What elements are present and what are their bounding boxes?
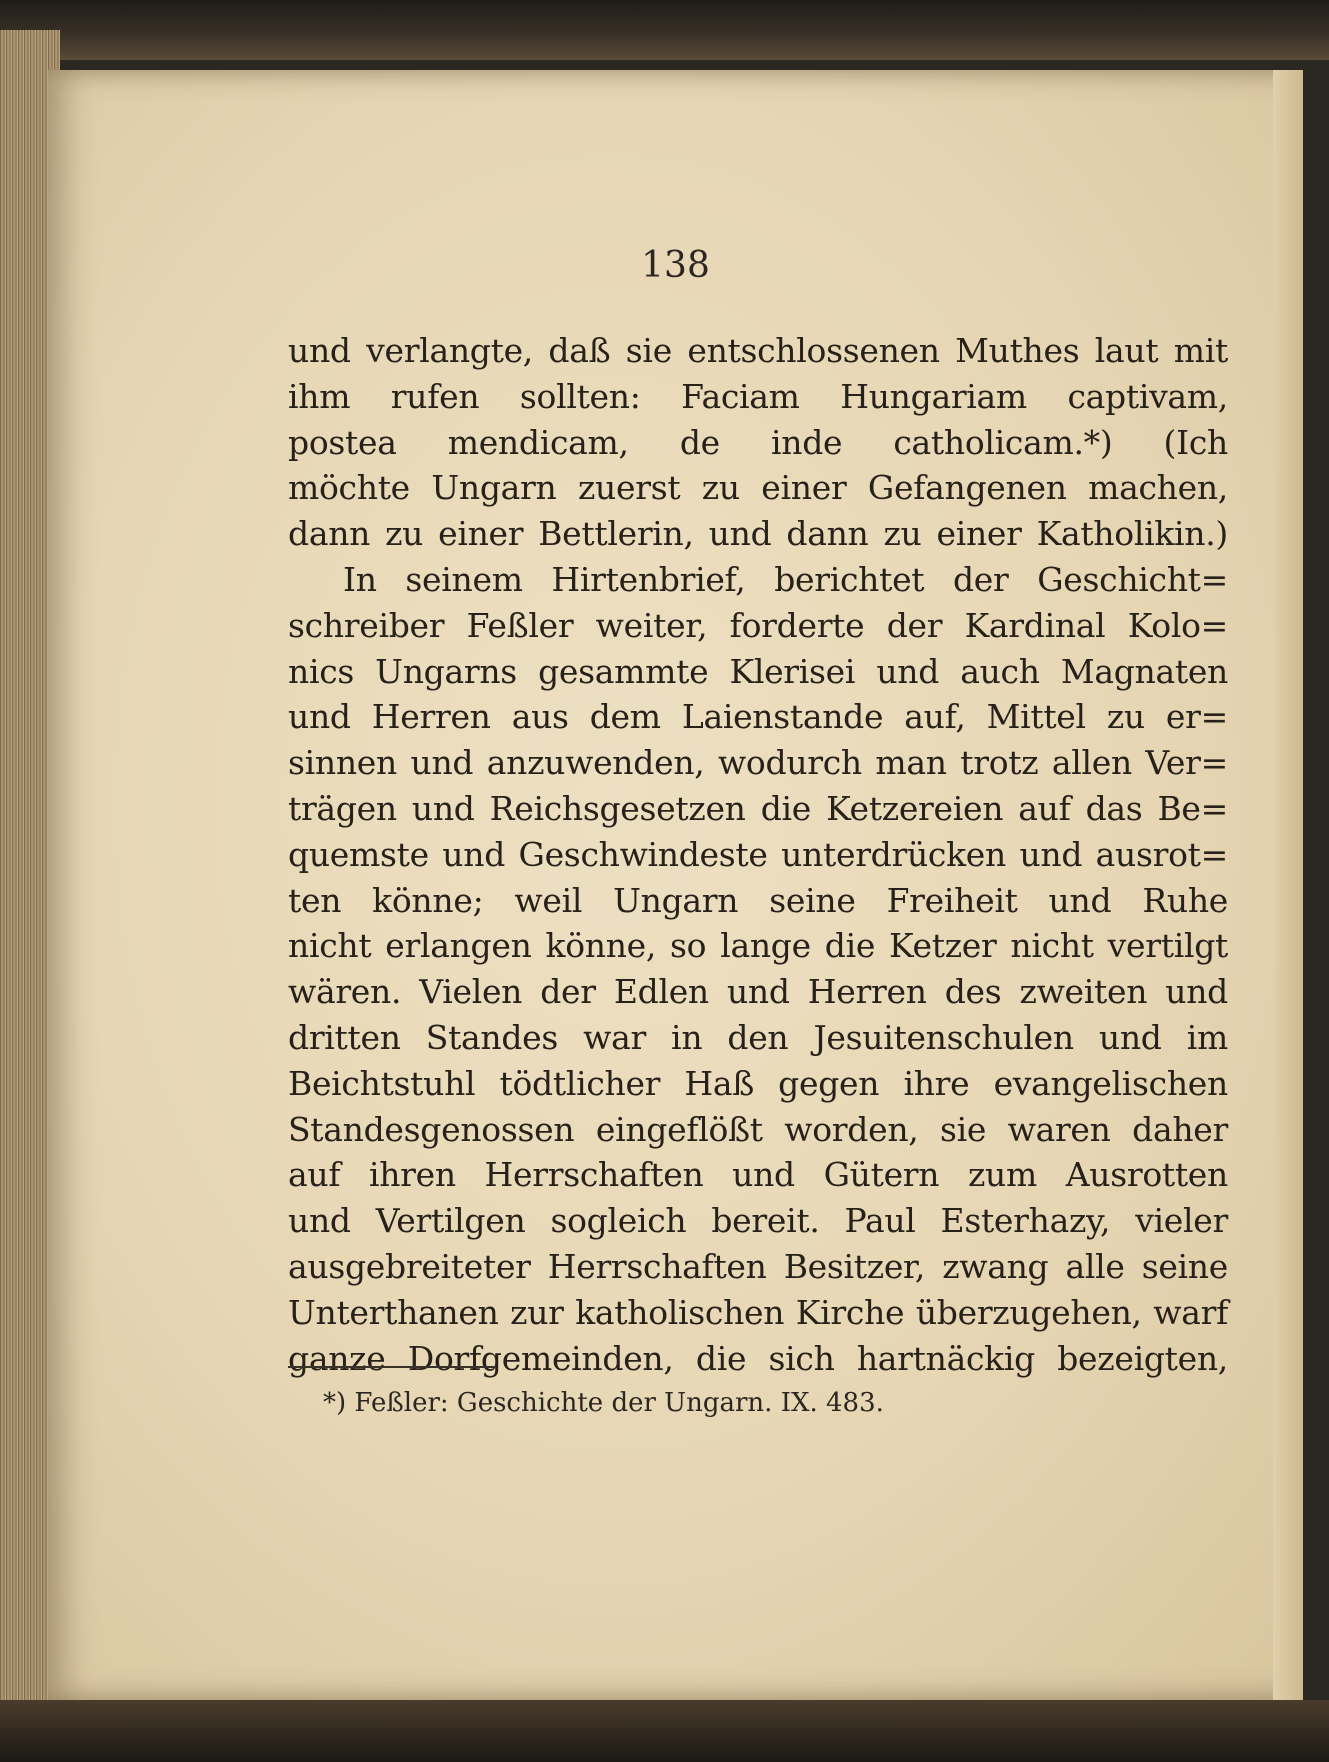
text-line: In seinem Hirtenbrief, berichtet der Geschicht=	[343, 559, 1228, 599]
text-line: postea mendicam, de inde catholicam.*) (Ich	[288, 422, 1228, 462]
page-number: 138	[641, 245, 710, 286]
text-line: sinnen und anzuwenden, wodurch man trotz allen Ver=	[288, 743, 1228, 783]
footnote: *) Feßler: Geschichte der Ungarn. IX. 483.	[323, 1388, 884, 1418]
text-line: ten könne; weil Ungarn seine Freiheit und Ruhe	[288, 880, 1228, 920]
book-edge-bottom	[0, 1700, 1329, 1762]
text-line: nics Ungarns gesammte Klerisei und auch Magnaten	[288, 651, 1228, 691]
text-line: Standesgenossen eingeflößt worden, sie waren daher	[288, 1109, 1228, 1149]
text-line: Beichtstuhl tödtlicher Haß gegen ihre evangelischen	[288, 1063, 1228, 1103]
footnote-rule	[288, 1366, 496, 1368]
text-line: ihm rufen sollten: Faciam Hungariam captivam,	[288, 376, 1228, 416]
text-line: dritten Standes war in den Jesuitenschulen und im	[288, 1017, 1228, 1057]
text-line: möchte Ungarn zuerst zu einer Gefangenen machen,	[288, 468, 1228, 508]
text-line: und verlangte, daß sie entschlossenen Muthes laut mit	[288, 331, 1228, 370]
book-edge-top	[0, 0, 1329, 60]
text-line: trägen und Reichsgesetzen die Ketzereien auf das Be=	[288, 788, 1228, 828]
text-line: und Herren aus dem Laienstande auf, Mittel zu er=	[288, 697, 1228, 737]
text-line: ausgebreiteter Herrschaften Besitzer, zwang alle seine	[288, 1246, 1228, 1286]
text-line: und Vertilgen sogleich bereit. Paul Esterhazy, vieler	[288, 1201, 1228, 1241]
page-margin-strip	[1273, 70, 1303, 1700]
text-line: dann zu einer Bettlerin, und dann zu einer Katholikin.)	[288, 514, 1228, 554]
body-text	[288, 328, 1228, 1381]
book-page	[48, 70, 1303, 1700]
text-line: ganze Dorfgemeinden, die sich hartnäckig bezeigten,	[288, 1338, 1228, 1378]
text-line: schreiber Feßler weiter, forderte der Kardinal Kolo=	[288, 605, 1228, 645]
text-line: quemste und Geschwindeste unterdrücken und ausrot=	[288, 834, 1228, 874]
text-line: Unterthanen zur katholischen Kirche überzugehen, warf	[288, 1292, 1228, 1332]
text-line: auf ihren Herrschaften und Gütern zum Ausrotten	[288, 1155, 1228, 1195]
text-line: wären. Vielen der Edlen und Herren des zweiten und	[288, 972, 1228, 1012]
text-line: nicht erlangen könne, so lange die Ketzer nicht vertilgt	[288, 926, 1228, 966]
